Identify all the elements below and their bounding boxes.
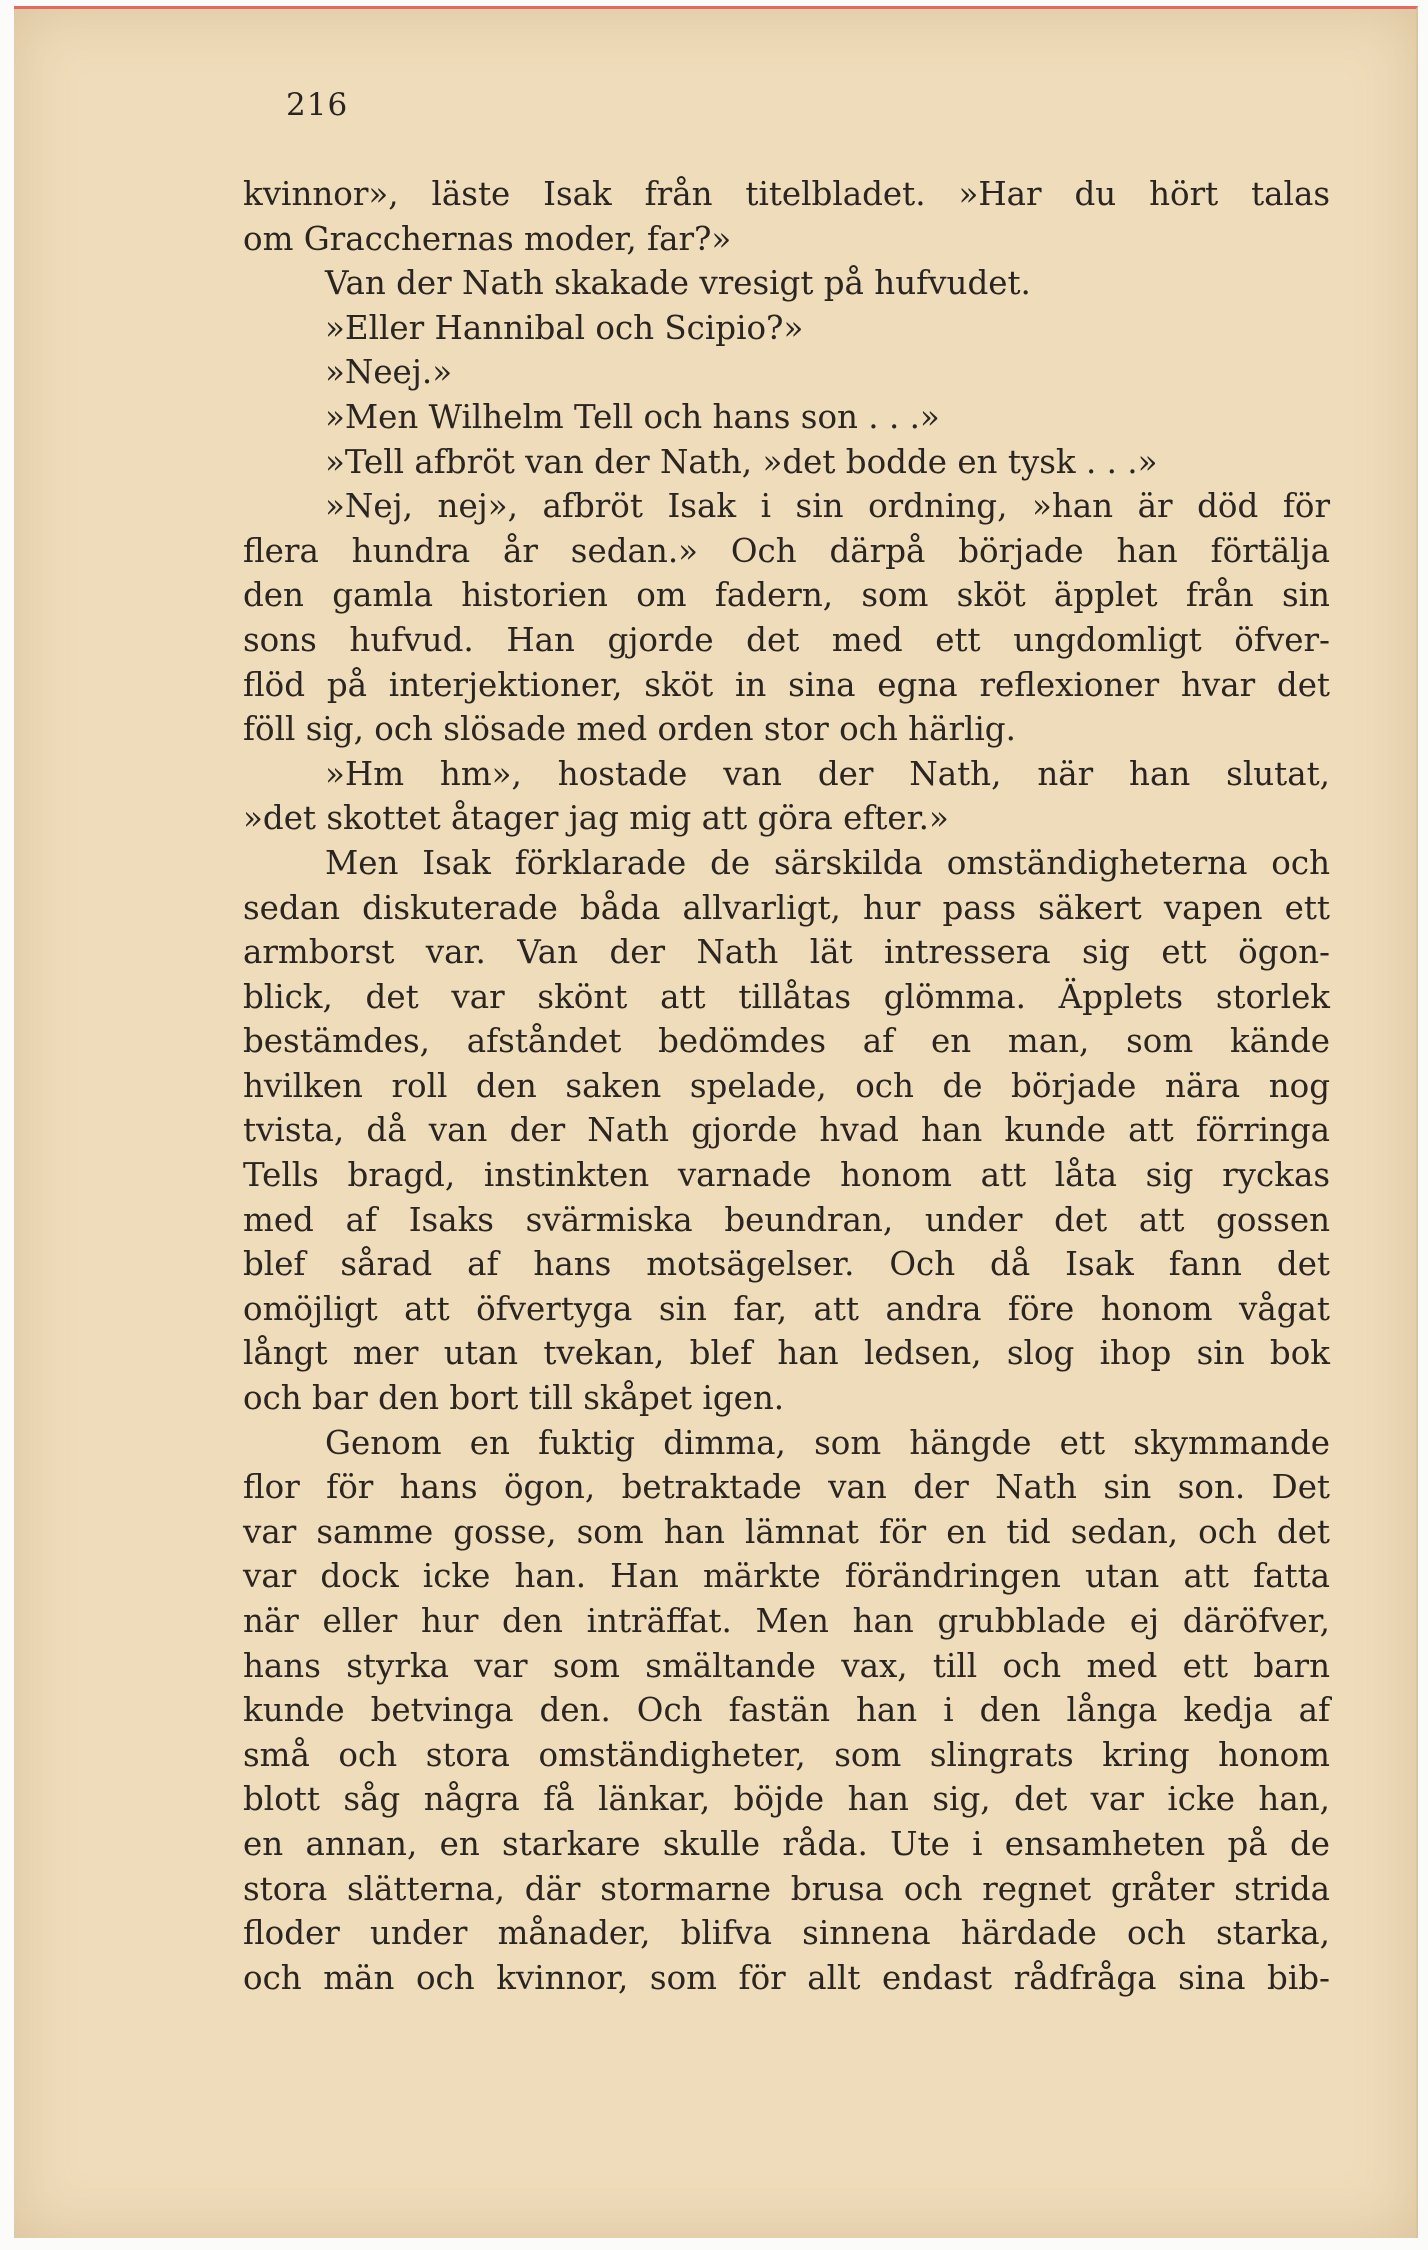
text-line: »Nej, nej», afbröt Isak i sin ordning, »han är död för [325, 487, 1330, 526]
text-line: Genom en fuktig dimma, som hängde ett skymmande [325, 1423, 1330, 1462]
text-line: hvilken roll den saken spelade, och de började nära nog [243, 1066, 1330, 1105]
text-line: flor för hans ögon, betraktade van der Nath sin son. Det [243, 1468, 1330, 1507]
text-line: Tells bragd, instinkten varnade honom att låta sig ryckas [243, 1156, 1330, 1195]
text-line: långt mer utan tvekan, blef han ledsen, slog ihop sin bok [243, 1334, 1330, 1373]
text-line: med af Isaks svärmiska beundran, under det att gossen [243, 1200, 1330, 1239]
text-line: kunde betvinga den. Och fastän han i den långa kedja af [243, 1691, 1330, 1730]
text-line: föll sig, och slösade med orden stor och härlig. [243, 710, 1016, 749]
body-text [243, 172, 1330, 2000]
text-line: små och stora omständigheter, som slingrats kring honom [243, 1735, 1330, 1774]
text-line: en annan, en starkare skulle råda. Ute i ensamheten på de [243, 1824, 1330, 1863]
text-line: när eller hur den inträffat. Men han grubblade ej däröfver, [243, 1602, 1330, 1640]
text-line: Men Isak förklarade de särskilda omständigheterna och [325, 843, 1330, 882]
text-line: stora slätterna, där stormarne brusa och regnet gråter strida [243, 1869, 1330, 1908]
text-line: »Eller Hannibal och Scipio?» [325, 308, 804, 347]
text-line: tvista, då van der Nath gjorde hvad han kunde att förringa [243, 1111, 1330, 1150]
text-line: Van der Nath skakade vresigt på hufvudet. [325, 264, 1031, 303]
text-line: hans styrka var som smältande vax, till och med ett barn [243, 1646, 1330, 1685]
text-line: och bar den bort till skåpet igen. [243, 1379, 785, 1418]
text-line: floder under månader, blifva sinnena härdade och starka, [243, 1914, 1330, 1953]
text-line: »det skottet åtager jag mig att göra efter.» [243, 799, 949, 838]
text-line: den gamla historien om fadern, som sköt äpplet från sin [243, 576, 1330, 615]
text-line: bestämdes, afståndet bedömdes af en man, som kände [243, 1022, 1330, 1061]
text-line: »Men Wilhelm Tell och hans son . . .» [325, 397, 940, 436]
text-line: blick, det var skönt att tillåtas glömma. Äpplets storlek [243, 977, 1330, 1016]
book-page [14, 6, 1418, 2238]
text-line: armborst var. Van der Nath lät intressera sig ett ögon- [243, 933, 1330, 972]
text-line: och män och kvinnor, som för allt endast rådfråga sina bib- [243, 1958, 1330, 1997]
text-line: »Neej.» [325, 353, 453, 392]
text-line: sedan diskuterade båda allvarligt, hur pass säkert vapen ett [243, 888, 1330, 927]
text-line: var samme gosse, som han lämnat för en tid sedan, och det [243, 1512, 1330, 1551]
text-line: flöd på interjektioner, sköt in sina egna reflexioner hvar det [243, 665, 1330, 704]
text-line: flera hundra år sedan.» Och därpå började han förtälja [243, 531, 1330, 570]
text-line: var dock icke han. Han märkte förändringen utan att fatta [243, 1557, 1330, 1596]
text-line: blott såg några få länkar, böjde han sig, det var icke han, [243, 1780, 1330, 1819]
page-number: 216 [286, 87, 349, 123]
text-line: om Gracchernas moder, far?» [243, 219, 732, 258]
text-line: »Tell afbröt van der Nath, »det bodde en tysk . . .» [325, 442, 1158, 481]
text-line: sons hufvud. Han gjorde det med ett ungdomligt öfver- [243, 620, 1330, 659]
text-line: »Hm hm», hostade van der Nath, när han slutat, [325, 754, 1330, 793]
text-line: blef sårad af hans motsägelser. Och då Isak fann det [243, 1245, 1330, 1284]
text-line: kvinnor», läste Isak från titelbladet. »Har du hört talas [243, 175, 1330, 213]
text-line: omöjligt att öfvertyga sin far, att andra före honom vågat [243, 1289, 1330, 1328]
